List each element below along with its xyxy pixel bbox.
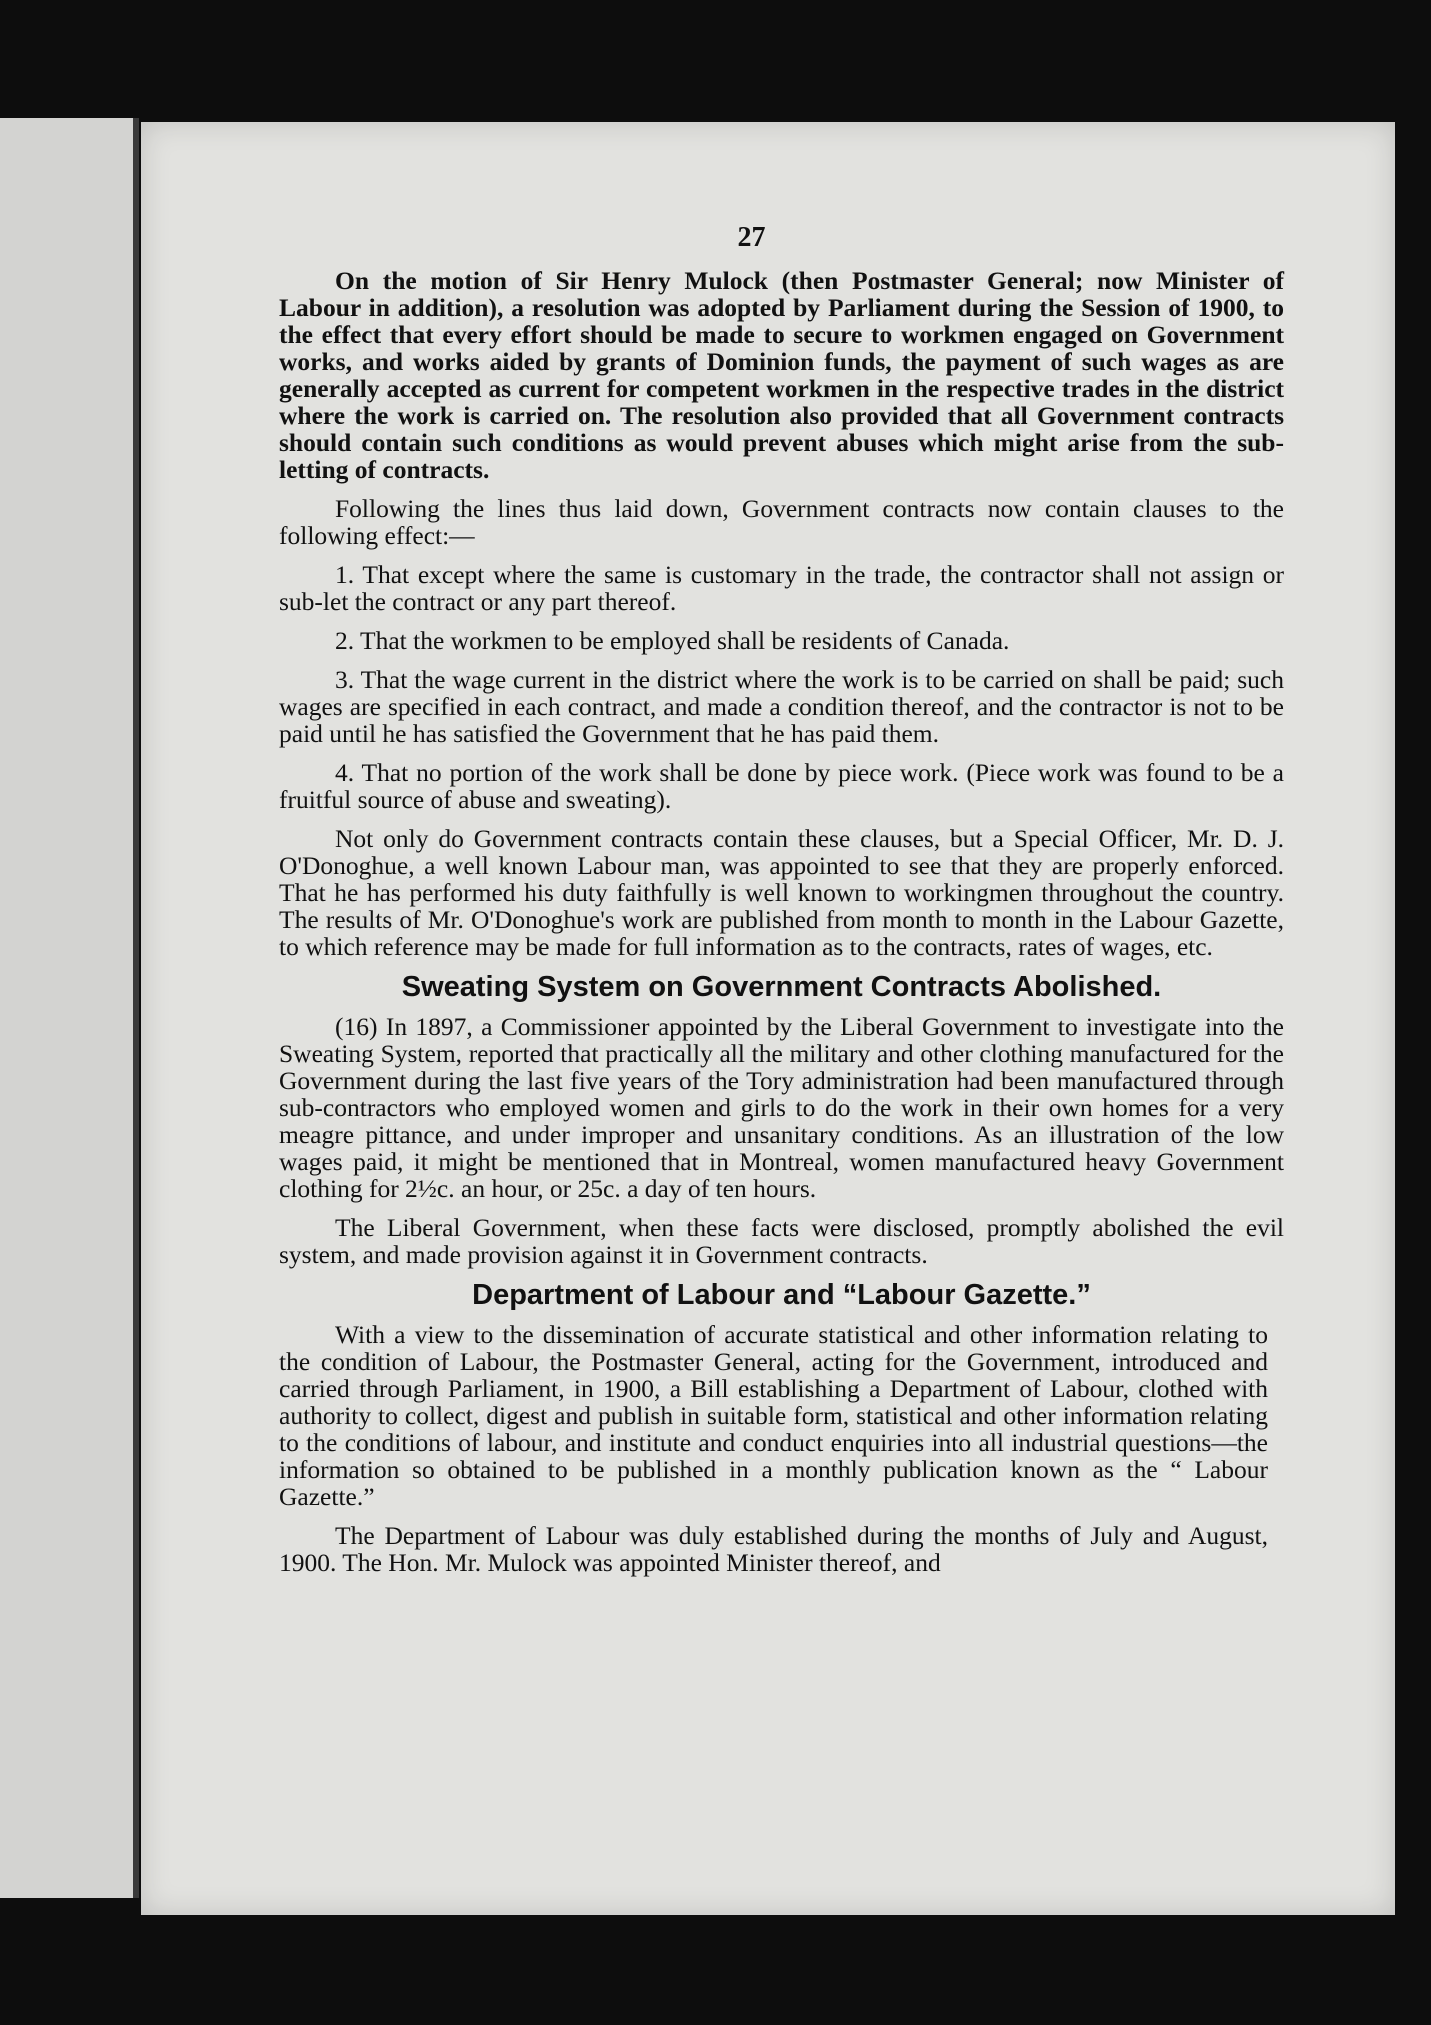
page-content bbox=[279, 224, 1284, 1588]
paragraph-contract-clauses-intro: Following the lines thus laid down, Government contracts now contain clauses to the following effect:— bbox=[279, 494, 1284, 550]
clause-1: 1. That except where the same is customary in the trade, the contractor shall not assign or sub-let the contract or any part thereof. bbox=[279, 560, 1284, 616]
clause-2: 2. That the workmen to be employed shall be residents of Canada. bbox=[335, 626, 1010, 655]
paragraph-labour-gazette: With a view to the dissemination of accurate statistical and other information relating to the condition of Labour, the Postmaster General, acting for the Government, introduced and carried through Parliament, in 1900, a Bill establishing a Department of Labour, clothed with authority to collect, digest and publish in suitable form, statistical and other information relating to the conditions of labour, and institute and conduct enquiries into all industrial questions—the information so obtained to be published in a monthly publication known as the “ Labour Gazette.” bbox=[279, 1320, 1268, 1511]
heading-sweating-system: Sweating System on Government Contracts Abolished. bbox=[401, 971, 1162, 1003]
clause-4: 4. That no portion of the work shall be done by piece work. (Piece work was found to be a fruitful source of abuse and sweating). bbox=[279, 758, 1284, 814]
facing-page-edge bbox=[0, 118, 139, 1898]
paragraph-sweating-abolished: The Liberal Government, when these facts were disclosed, promptly abolished the evil system, and made provision against it in Government contracts. bbox=[279, 1213, 1284, 1269]
document-page bbox=[141, 122, 1395, 1915]
paragraph-special-officer: Not only do Government contracts contain these clauses, but a Special Officer, Mr. D. J. O'Donoghue, a well known Labour man, was appointed to see that they are properly enforced. That he has performed his duty faithfully is well known to workingmen throughout the country. The results of Mr. O'Donoghue's work are published from month to month in the Labour Gazette, to which reference may be made for full information as to the contracts, rates of wages, etc. bbox=[279, 824, 1284, 961]
paragraph-mulock-motion: On the motion of Sir Henry Mulock (then Postmaster General; now Minister of Labour in addition), a resolution was adopted by Parliament during the Session of 1900, to the effect that every effort should be made to secure to workmen engaged on Government works, and works aided by grants of Dominion funds, the payment of such wages as are generally accepted as current for competent workmen in the respective trades in the district where the work is carried on. The resolution also provided that all Government contracts should contain such conditions as would prevent abuses which might arise from the sub-letting of contracts. bbox=[279, 266, 1284, 484]
page-number: 27 bbox=[737, 222, 766, 253]
clause-3: 3. That the wage current in the district where the work is to be carried on shall be paid; such wages are specified in each contract, and made a condition thereof, and the contractor is not to be paid until he has satisfied the Government that he has paid them. bbox=[279, 665, 1284, 748]
heading-department-of-labour: Department of Labour and “Labour Gazette.” bbox=[472, 1279, 1091, 1311]
paragraph-department-established: The Department of Labour was duly established during the months of July and August, 1900. The Hon. Mr. Mulock was appointed Minister thereof, and bbox=[279, 1521, 1268, 1577]
paragraph-sweating-1897: (16) In 1897, a Commissioner appointed by the Liberal Government to investigate into the Sweating System, reported that practically all the military and other clothing manufactured for the Government during the last five years of the Tory administration had been manufactured through sub-contractors who employed women and girls to do the work in their own homes for a very meagre pittance, and under improper and unsanitary conditions. As an illustration of the low wages paid, it might be mentioned that in Montreal, women manufactured heavy Government clothing for 2½c. an hour, or 25c. a day of ten hours. bbox=[279, 1012, 1284, 1203]
